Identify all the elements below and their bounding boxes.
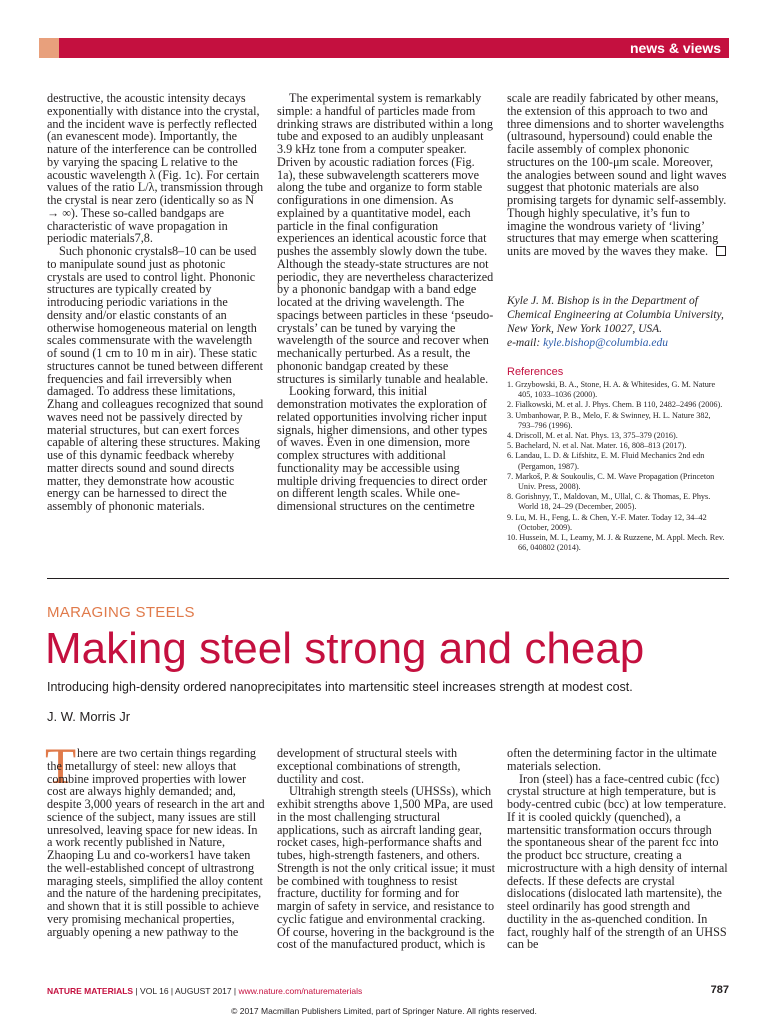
article1-column-2 (277, 92, 495, 513)
paragraph-with-endmark (507, 92, 729, 258)
paragraph: Ultrahigh strength steels (UHSSs), which exhibit strengths above 1,500 MPa, are used in the most challenging structural applications, such as aircraft landing gear, rocket cases, high-performance shafts and tubes, high-strength fasteners, and others. Strength is not the only critical issue; it must be combined with toughness to resist fracture, ductility for forming and for margin of safety in service, and resistance to cyclic fatigue and environmental cracking. Of course, hovering in the background is the cost of the manufactured product, which is (277, 784, 496, 952)
section-divider (47, 578, 729, 579)
paragraph: destructive, the acoustic intensity decays exponentially with distance into the crystal, and the incident wave is perfectly reflected (an evanescent mode). Importantly, the nature of the interference can be controlled by varying the spacing L relative to the acoustic wavelength λ (Fig. 1c). For certain values of the ratio L/λ, transmission through the crystal is near zero (identically so as N → ∞). These so-called bandgaps are characteristic of wave propagation in periodic materials7,8. (47, 91, 264, 246)
journal-name: NATURE MATERIALS (47, 986, 134, 996)
header-accent-square (39, 38, 59, 58)
drop-cap: T (45, 739, 77, 795)
article-author: J. W. Morris Jr (47, 709, 131, 724)
reference-item: 3. Umbanhowar, P. B., Melo, F. & Swinney, H. L. Nature 382, 793–796 (1996). (507, 410, 711, 430)
reference-item: 4. Driscoll, M. et al. Nat. Phys. 13, 375–379 (2016). (507, 431, 678, 441)
article-kicker: MARAGING STEELS (47, 604, 195, 621)
journal-url-link[interactable]: www.nature.com/naturematerials (238, 986, 363, 996)
paragraph: Such phononic crystals8–10 can be used to manipulate sound just as photonic crystals are used to control light. Phononic structures are typically created by introducing periodic variations in the density and/or elastic constants of an otherwise homogeneous material on length scales commensurate with the wavelength of sound (1 cm to 10 m in air). These static structures cannot be tuned between different frequencies and fail irreversibly when damaged. To address these limitations, Zhang and colleagues recognized that sound waves need not be passively directed by material structures, but can exert forces capable of altering these structures. Making use of this dynamic feedback whereby matter directs sound and sound directs matter, they demonstrate how acoustic energy can be harnessed to direct the assembly of phononic materials. (47, 244, 264, 513)
references-heading: References (507, 366, 564, 378)
bio-text: Kyle J. M. Bishop is in the Department of Chemical Engineering at Columbia University, New York, New York 10027, USA. (507, 295, 724, 335)
references-list (507, 380, 729, 553)
article-title: Making steel strong and cheap (45, 624, 645, 673)
reference-item: 2. Fialkowski, M. et al. J. Phys. Chem. B 110, 2482–2496 (2006). (507, 400, 723, 410)
paragraph: often the determining factor in the ultimate materials selection. (507, 746, 717, 773)
issue-info: | VOL 16 | AUGUST 2017 | (133, 986, 239, 996)
page-footer (47, 986, 729, 996)
reference-item: 5. Bachelard, N. et al. Nat. Mater. 16, 808–813 (2017). (507, 441, 687, 451)
article2-column-1 (45, 739, 265, 939)
reference-item: 7. Markoš, P. & Soukoulis, C. M. Wave Propagation (Princeton Univ. Press, 2008). (507, 471, 715, 492)
section-header-bar (39, 38, 729, 58)
article2-column-3 (507, 747, 729, 951)
reference-item: 8. Gorishnyy, T., Maldovan, M., Ullal, C. & Thomas, E. Phys. World 18, 24–29 (December, 2005). (507, 492, 711, 512)
paragraph: here are two certain things regarding the metallurgy of steel: new alloys that combine improved properties with lower cost are always highly demanded; and, despite 3,000 years of research in the art and science of the subject, many issues are still unresolved, leaving space for new ideas. In a work recently published in Nature, Zhaoping Lu and co-workers1 have taken the well-established concept of ultrastrong maraging steels, simplified the alloy content and the nature of the hardening precipitates, and shown that it is still possible to achieve very promising mechanical properties, arguably opening a new pathway to the (47, 746, 265, 939)
paragraph: Iron (steel) has a face-centred cubic (fcc) crystal structure at high temperature, but is body-centred cubic (bcc) at low temperature. If it is cooled quickly (quenched), a martensitic transformation occurs through the spontaneous shear of the parent fcc into the product bcc structure, creating a microstructure with a high density of internal defects. If these defects are crystal dislocations (dislocated lath martensite), the steel ordinarily has good strength and ductility in the as-quenched condition. In fact, roughly half of the strength of an UHSS can be (507, 771, 728, 952)
reference-item: 1. Grzybowski, B. A., Stone, H. A. & Whitesides, G. M. Nature 405, 1033–1036 (2000). (507, 380, 716, 400)
paragraph: The experimental system is remarkably simple: a handful of particles made from drinking straws are distributed within a long tube and exposed to an audibly unpleasant 3.9 kHz tone from a computer speaker. Driven by acoustic radiation forces (Fig. 1a), these subwavelength scatterers move along the tube and organize to form stable configurations in one dimension. As explained by a quantitative model, each particle in the final configuration experiences an identical acoustic force that pushes the assembly slowly down the tube. Although the steady-state structures are not periodic, they are nevertheless characterized by a phononic bandgap with a band edge located at the driving wavelength. The spacings between particles in these ‘pseudo-crystals’ can be tuned by varying the wavelength of the source and recover when mechanically perturbed. As a result, the phononic bandgap created by these structures is similarly tunable and healable. (277, 91, 494, 386)
reference-item: 6. Landau, L. D. & Lifshitz, E. M. Fluid Mechanics 2nd edn (Pergamon, 1987). (507, 451, 705, 471)
section-tag: news & views (629, 40, 721, 56)
email-label: e-mail: (507, 337, 544, 349)
author-bio (507, 294, 729, 350)
article2-column-2 (277, 747, 495, 951)
article1-column-1 (47, 92, 265, 513)
paragraph: scale are readily fabricated by other means, the extension of this approach to two and three dimensions and to shorter wavelengths (ultrasound, hypersound) could enable the facile assembly of complex phononic structures on the 100-μm scale. Moreover, the analogies between sound and light waves suggest that photonic materials are also promising targets for dynamic self-assembly. Though highly speculative, it’s fun to imagine the wondrous variety of ‘living’ structures that may emerge when scattering units are moved by the waves they make. (507, 91, 727, 258)
article-standfirst: Introducing high-density ordered nanoprecipitates into martensitic steel increases strength at modest cost. (47, 680, 633, 694)
author-email-link[interactable]: kyle.bishop@columbia.edu (543, 337, 669, 349)
paragraph: development of structural steels with exceptional combinations of strength, ductility and cost. (277, 746, 461, 786)
page-number: 787 (710, 984, 729, 996)
reference-item: 10. Hussein, M. I., Leamy, M. J. & Ruzzene, M. Appl. Mech. Rev. 66, 040802 (2014). (507, 533, 725, 553)
end-of-article-icon (716, 246, 726, 256)
paragraph: Looking forward, this initial demonstration motivates the exploration of related opportunities involving richer input signals, higher dimensions, and other types of waves. Even in one dimension, more complex structures with additional functionality may be accessible using multiple driving frequencies to direct order on different length scales. While one-dimensional structures on the centimetre (277, 384, 488, 513)
reference-item: 9. Lu, M. H., Feng, L. & Chen, Y.-F. Mater. Today 12, 34–42 (October, 2009). (507, 512, 707, 532)
article1-column-3 (507, 92, 729, 258)
copyright-notice: © 2017 Macmillan Publishers Limited, part of Springer Nature. All rights reserved. (231, 1006, 537, 1016)
